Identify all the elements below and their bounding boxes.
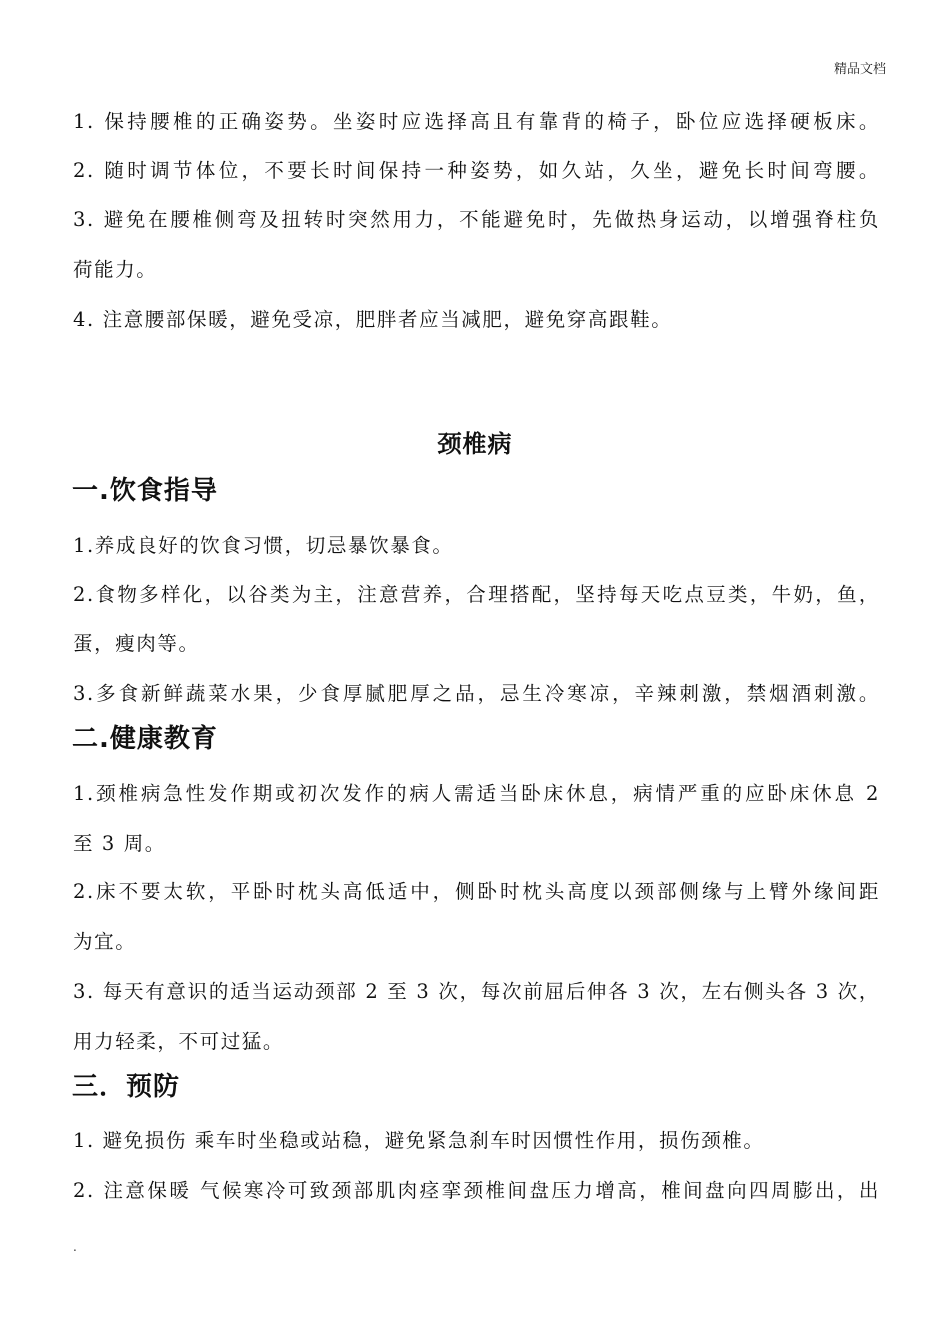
- prevention-heading: 三．预防: [72, 1072, 181, 1102]
- intro-line-3: 3. 避免在腰椎侧弯及扭转时突然用力，不能避免时，先做热身运动，以增强脊柱负: [73, 208, 880, 231]
- prevention-line-2: 2. 注意保暖 气候寒冷可致颈部肌肉痉挛颈椎间盘压力增高，椎间盘向四周膨出，出: [73, 1179, 880, 1202]
- diet-line-2-cont: 蛋，瘦肉等。: [73, 632, 200, 655]
- header-mark: 精品文档: [833, 62, 886, 77]
- diet-heading: 一.饮食指导: [72, 476, 218, 506]
- section-title: 颈椎病: [437, 430, 513, 458]
- diet-line-3: 3.多食新鲜蔬菜水果，少食厚腻肥厚之品，忌生冷寒凉，辛辣刺激，禁烟酒刺激。: [73, 682, 880, 705]
- education-heading: 二.健康教育: [72, 724, 218, 754]
- education-line-2: 2.床不要太软，平卧时枕头高低适中，侧卧时枕头高度以颈部侧缘与上臂外缘间距: [73, 880, 880, 903]
- education-line-1: 1.颈椎病急性发作期或初次发作的病人需适当卧床休息，病情严重的应卧床休息 2: [73, 782, 880, 805]
- education-line-3-cont: 用力轻柔，不可过猛。: [73, 1030, 285, 1053]
- diet-line-1: 1.养成良好的饮食习惯，切忌暴饮暴食。: [73, 534, 454, 557]
- intro-line-4: 4. 注意腰部保暖，避免受凉，肥胖者应当减肥，避免穿高跟鞋。: [73, 308, 673, 331]
- diet-line-2: 2.食物多样化，以谷类为主，注意营养，合理搭配，坚持每天吃点豆类，牛奶，鱼，: [73, 583, 880, 606]
- intro-line-2: 2. 随时调节体位，不要长时间保持一种姿势，如久站，久坐，避免长时间弯腰。: [73, 159, 880, 182]
- intro-line-3-cont: 荷能力。: [73, 258, 158, 281]
- education-line-2-cont: 为宜。: [73, 930, 137, 953]
- intro-line-1: 1. 保持腰椎的正确姿势。坐姿时应选择高且有靠背的椅子，卧位应选择硬板床。: [73, 110, 880, 133]
- education-line-3: 3. 每天有意识的适当运动颈部 2 至 3 次，每次前屈后伸各 3 次，左右侧头各 3 次，: [73, 980, 880, 1003]
- prevention-line-1: 1. 避免损伤 乘车时坐稳或站稳，避免紧急刹车时因惯性作用，损伤颈椎。: [73, 1129, 765, 1152]
- footer-mark: .: [73, 1240, 77, 1254]
- education-line-1-cont: 至 3 周。: [73, 832, 166, 855]
